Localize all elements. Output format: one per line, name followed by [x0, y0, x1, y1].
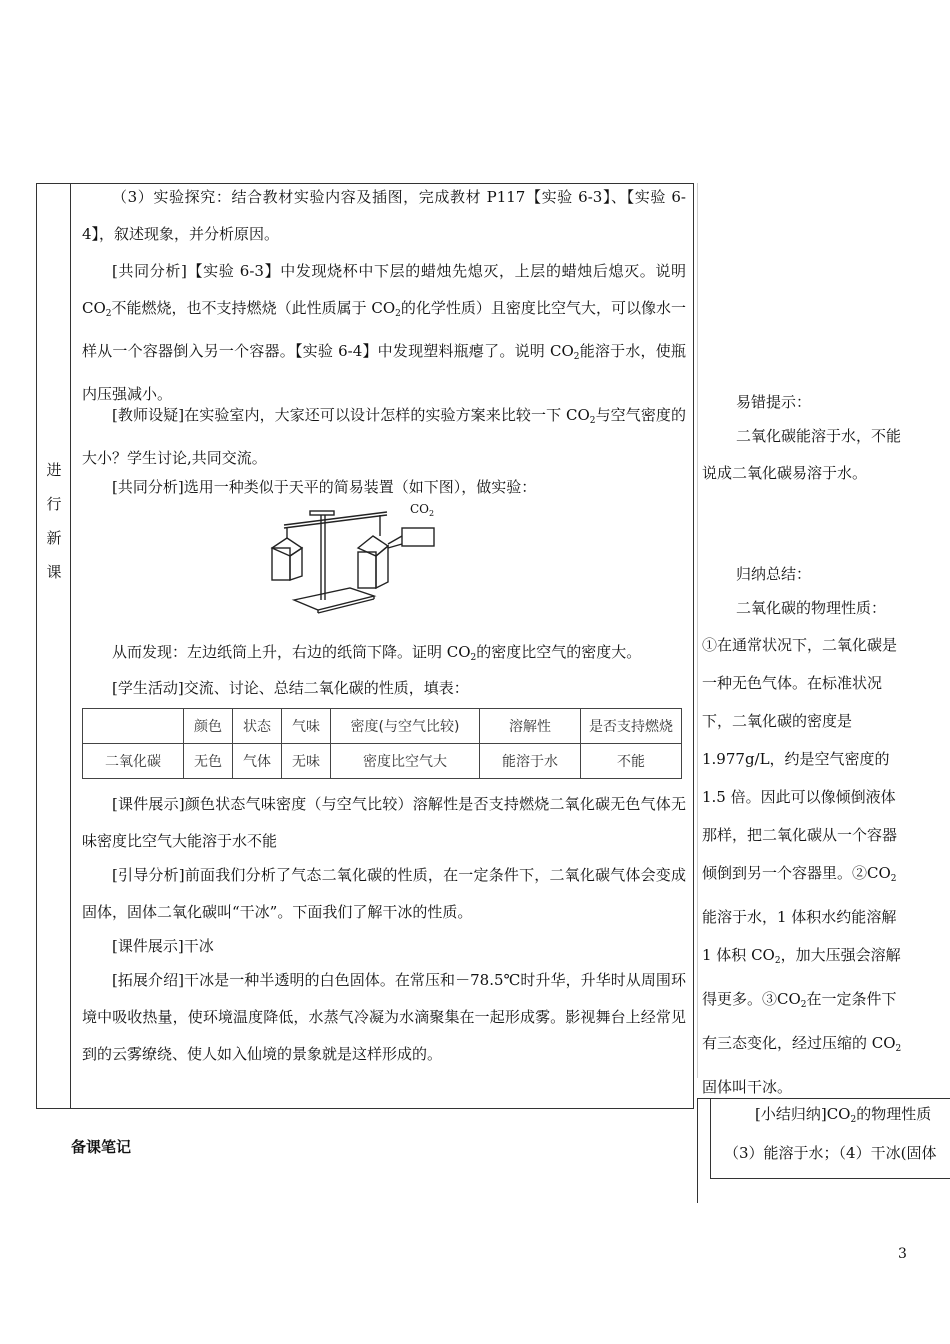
extension-intro-paragraph: [拓展介绍]干冰是一种半透明的白色固体。在常压和－78.5℃时升华，升华时从周围环境中吸收热量，使环境温度降低，水蒸气冷凝为水滴聚集在一起形成雾。影视舞台上经常见到的云雾缭绕、使人如入仙境的景象就是这样形成的。 — [82, 971, 686, 1063]
summary-box-left-border — [697, 1098, 698, 1203]
main-table-bottom-border — [36, 1108, 694, 1109]
page-number: 3 — [898, 1246, 907, 1262]
main-table-divider — [70, 183, 71, 1108]
summary-title: 归纳总结： — [736, 565, 812, 583]
section-label-char: 新 — [46, 529, 62, 547]
joint-analysis-paragraph: [共同分析]【实验 6-3】中发现烧杯中下层的蜡烛先熄灭，上层的蜡烛后熄灭。说明 $CO_2$不能燃烧，也不支持燃烧（此性质属于 $CO_2$的化学性质）且密度比空气大，可以像水一样从一个容器倒入另一个容器。【实验 6-4】中发现塑料瓶瘪了。说明 $CO_2$能溶于水，使瓶内压强减小。 — [82, 262, 686, 403]
table-cell: 气体 — [233, 744, 282, 779]
lesson-notes-label: 备课笔记 — [71, 1138, 132, 1156]
figure-co2-label: $CO_2$ — [410, 502, 435, 518]
table-header-cell: 气味 — [282, 709, 331, 744]
tip-body: 二氧化碳能溶于水，不能说成二氧化碳易溶于水。 — [702, 427, 902, 482]
summary-box-top-border — [697, 1098, 950, 1099]
co2-properties-table — [82, 708, 682, 779]
side-column-right-guide — [697, 183, 698, 1078]
table-header-cell: 颜色 — [184, 709, 233, 744]
table-header-cell: 状态 — [233, 709, 282, 744]
main-table-right-border — [693, 183, 694, 1108]
table-header-row — [83, 709, 682, 744]
finding-paragraph: 从而发现：左边纸筒上升，右边的纸筒下降。证明 $CO_2$的密度比空气的密度大。 — [112, 643, 642, 663]
table-header-cell — [83, 709, 184, 744]
experiment-inquiry-paragraph: （3）实验探究：结合教材实验内容及插图，完成教材 P117【实验 6-3】、【实验 6-4】，叙述现象，并分析原因。 — [82, 188, 686, 243]
courseware-display-paragraph: [课件展示]颜色状态气味密度（与空气比较）溶解性是否支持燃烧二氧化碳无色气体无味密度比空气大能溶于水不能 — [82, 795, 686, 850]
table-row — [83, 744, 682, 779]
table-cell: 密度比空气大 — [331, 744, 480, 779]
courseware-dry-ice-paragraph: [课件展示]干冰 — [112, 937, 214, 955]
summary-box-line-1: [小结归纳]$CO_2$的物理性质 — [755, 1105, 932, 1125]
guided-analysis-paragraph: [引导分析]前面我们分析了气态二氧化碳的性质，在一定条件下，二氧化碳气体会变成固体，固体二氧化碳叫“干冰”。下面我们了解干冰的性质。 — [82, 866, 686, 921]
teacher-question-paragraph: [教师设疑]在实验室内，大家还可以设计怎样的实验方案来比较一下 $CO_2$与空气密度的大小？学生讨论,共同交流。 — [82, 406, 686, 467]
table-cell: 二氧化碳 — [83, 744, 184, 779]
table-cell: 无味 — [282, 744, 331, 779]
student-activity-paragraph: [学生活动]交流、讨论、总结二氧化碳的性质，填表： — [112, 679, 469, 697]
tip-title: 易错提示： — [736, 393, 812, 411]
table-cell: 无色 — [184, 744, 233, 779]
section-label-char: 课 — [46, 563, 62, 581]
main-table-left-border — [36, 183, 37, 1108]
balance-analysis-paragraph: [共同分析]选用一种类似于天平的简易装置（如下图），做实验： — [112, 478, 537, 496]
section-label-char: 进 — [46, 461, 62, 479]
summary-box-bottom-border — [710, 1178, 950, 1179]
table-header-cell: 溶解性 — [480, 709, 581, 744]
summary-box-line-2: （3）能溶于水；（4）干冰(固体 — [724, 1144, 937, 1162]
balance-apparatus-figure — [262, 500, 452, 620]
table-cell: 不能 — [581, 744, 682, 779]
summary-subtitle: 二氧化碳的物理性质： — [736, 599, 887, 617]
table-cell: 能溶于水 — [480, 744, 581, 779]
summary-body: ①在通常状况下，二氧化碳是一种无色气体。在标准状况下，二氧化碳的密度是1.977g/L，约是空气密度的1.5 倍。因此可以像倾倒液体那样，把二氧化碳从一个容器倾倒到另一个容器里。$②CO_2$能溶于水，1 体积水约能溶解 1 体积 $CO_2$，加大压强会溶解得更多。$③CO_2$在一定条件下有三态变化，经过压缩的 $CO_2$固体叫干冰。 — [702, 636, 902, 1096]
section-label-char: 行 — [46, 495, 62, 513]
table-header-cell: 密度(与空气比较) — [331, 709, 480, 744]
summary-box-inner-border — [710, 1098, 711, 1178]
table-header-cell: 是否支持燃烧 — [581, 709, 682, 744]
